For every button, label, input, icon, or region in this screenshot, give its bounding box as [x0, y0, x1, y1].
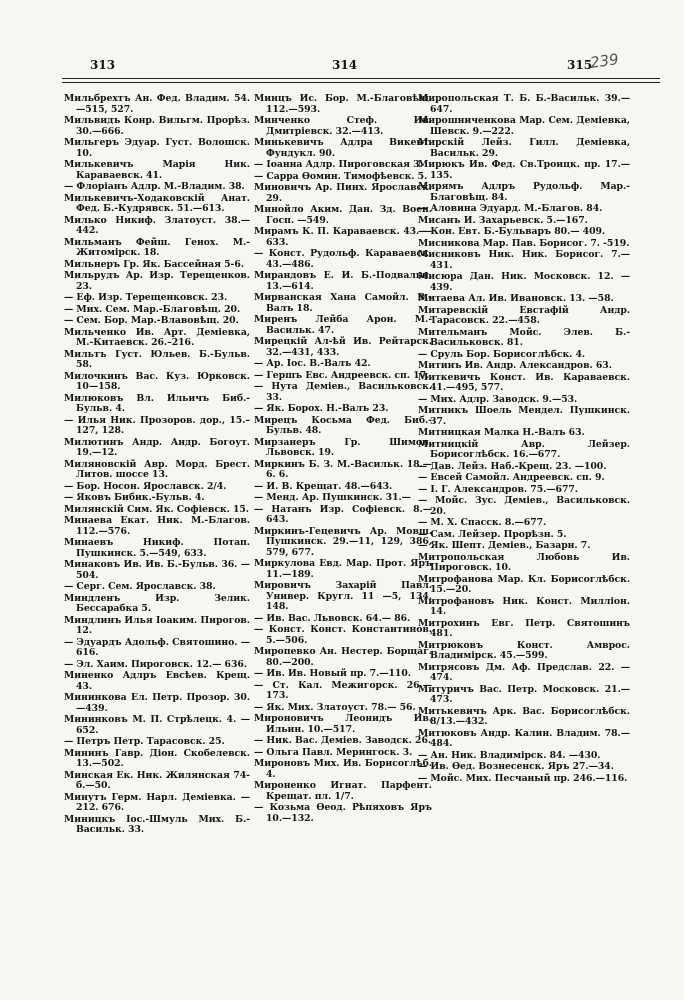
page-number-center: 314	[332, 58, 358, 72]
page-number-right: 315	[567, 58, 593, 72]
directory-entry: Митуричъ Вас. Петр. Московск. 21.—473.	[418, 683, 630, 705]
directory-entry: Мисниковъ Ник. Ник. Борисог. 7.—431.	[418, 249, 630, 271]
directory-entry: Митрохинъ Евг. Петр. Святошинъ 481.	[418, 617, 630, 639]
directory-entry: Миляновскій Авр. Морд. Брест. Литов. шоссе 13.	[64, 458, 250, 480]
directory-entry: Мильгеръ Эдуар. Густ. Волошск. 10.	[64, 137, 250, 159]
directory-entry: Миновичъ Ар. Пинх. Ярославск. 29.	[254, 182, 432, 204]
directory-entry: — Серг. Сем. Ярославск. 38.	[64, 581, 216, 592]
directory-entry: Митинъ Ив. Андр. Александров. 63.	[418, 360, 612, 371]
directory-entry: Митрясовъ Дм. Аф. Предслав. 22. —474.	[418, 661, 630, 683]
directory-entry: — Козьма Ѳеод. Рѣпяховъ Яръ 10.—132.	[254, 802, 432, 824]
directory-entry: Минаева Екат. Ник. М.-Благов. 112.—576.	[64, 515, 250, 537]
directory-entry: — Ив. Вас. Львовск. 64.— 86.	[254, 612, 411, 624]
directory-column-middle	[254, 94, 432, 825]
directory-entry: Мирецъ Косьма Фед. Биб.-Бульв. 48.	[254, 414, 432, 436]
page-header	[60, 50, 660, 76]
directory-entry: Минская Ек. Ник. Жилянская 74-б.—50.	[64, 769, 250, 791]
directory-entry: — Ан. Ник. Владимірск. 84. —430.	[418, 749, 601, 761]
directory-entry: — Нута Деміев., Васильковск. 33.	[254, 381, 432, 403]
directory-entry: — Ник. Вас. Деміев. Заводск. 26.	[254, 735, 432, 746]
directory-entry: Милюковъ Вл. Ильичъ Биб.-Бульв. 4.	[64, 392, 250, 414]
directory-entry: — Сруль Бор. Борисоглѣбск. 4.	[418, 348, 586, 360]
directory-entry: — Мих. Сем. Мар.-Благовѣщ. 20.	[64, 303, 241, 315]
directory-entry: — Ст. Кал. Межигорск. 26.— 173.	[254, 679, 432, 701]
directory-entry: — Бор. Носон. Ярославск. 2/4.	[64, 480, 227, 492]
directory-entry: Мирзанеръ Гр. Шимон. Львовск. 19.	[254, 436, 432, 458]
directory-entry: Мисюра Дан. Ник. Московск. 12. —439.	[418, 271, 630, 293]
directory-entry: Мирандовъ Е. И. Б.-Подвальн. 13.—614.	[254, 270, 432, 292]
directory-entry: Миндлинъ Илья Іоаким. Пирогов. 12.	[64, 614, 250, 636]
directory-entry: Митрюковъ Конст. Амврос. Владимірск. 45.—599.	[418, 639, 630, 661]
directory-entry: Митькевичъ Арк. Вас. Борисоглѣбск. 8/13.—432.	[418, 705, 630, 727]
directory-entry: Мильнеръ Гр. Як. Бассейная 5-6.	[64, 258, 244, 270]
directory-entry: — Евсей Самойл. Андреевск. сп. 9.	[418, 472, 605, 483]
directory-entry: — Эл. Хаим. Пироговск. 12.— 636.	[64, 658, 247, 670]
directory-entry: — Мойс. Мих. Песчаный пр. 246.—116.	[418, 772, 628, 784]
directory-entry: Мировичъ Захарій Павл. Универ. Кругл. 11 —5, 134, 148.	[254, 580, 432, 612]
directory-entry: — Конст. Рудольф. Караваевск. 43.—486.	[254, 248, 432, 270]
directory-entry: Миненко Адлръ Евсѣев. Крещ. 43.	[64, 670, 250, 692]
directory-entry: Мирюкъ Ив. Фед. Св.Троицк. пр. 17.—135.	[418, 159, 630, 181]
directory-entry: Мирванская Хана Самойл. В.-Валъ 18.	[254, 292, 432, 314]
directory-entry: Мильтъ Густ. Юльев. Б.-Бульв. 58.	[64, 348, 250, 370]
directory-entry: Митюковъ Андр. Калин. Владим. 78.—484.	[418, 727, 630, 749]
directory-entry: — Мойс. Зус. Деміев., Васильковск. 20.	[418, 495, 630, 517]
directory-entry: Минаковъ Ив. Ив. Б.-Бульв. 36. —504.	[64, 559, 250, 581]
directory-entry: — Конст. Конст. Константинов. 5.—506.	[254, 624, 432, 646]
directory-entry: Мительманъ Мойс. Элев. Б.-Васильковск. 81.	[418, 326, 630, 348]
directory-entry: Минькевичъ Адлра Викент. Фундукл. 90.	[254, 137, 432, 159]
directory-entry: — Сам. Лейзер. Прорѣзн. 5.	[418, 528, 567, 540]
directory-entry: Мирамъ К. П. Караваевск. 43. —633.	[254, 226, 432, 248]
directory-entry: — Як. Мих. Златоуст. 78.— 56.	[254, 701, 416, 713]
directory-entry: — И. В. Крещат. 48.—643.	[254, 480, 393, 492]
directory-entry: — М. Х. Спасск. 8.—677.	[418, 517, 547, 528]
directory-entry: — Мих. Адлр. Заводск. 9.—53.	[418, 393, 578, 405]
directory-entry: Милочкинъ Вас. Куз. Юрковск. 10—158.	[64, 370, 250, 392]
directory-column-right	[418, 94, 630, 785]
directory-entry: Мининковъ М. П. Стрѣлецк. 4. —652.	[64, 714, 250, 736]
directory-entry: Милько Никиф. Златоуст. 38.— 442.	[64, 214, 250, 236]
directory-entry: Миропольская Т. Б. Б.-Васильк. 39.—647.	[418, 93, 630, 115]
directory-entry: Митропольская Любовь Ив. Пироговск. 10.	[418, 551, 630, 573]
directory-entry: Митрофановъ Ник. Конст. Милліон. 14.	[418, 595, 630, 617]
directory-entry: Милькевичъ Марія Ник. Караваевск. 41.	[64, 159, 250, 181]
directory-entry: Мильвидъ Конр. Вильгм. Прорѣз. 30.—666.	[64, 115, 250, 137]
directory-entry: Миркинъ Б. З. М.-Васильк. 18.— 6. 6.	[254, 458, 432, 480]
directory-entry: — Сарра Ѳомин. Тимофѣевск. 5.	[254, 170, 428, 182]
directory-entry: — Петръ Петр. Тарасовск. 25.	[64, 736, 225, 747]
directory-entry: Миренъ Лейба Арон. М.-Васильк. 47.	[254, 314, 432, 336]
directory-entry: Мильманъ Фейш. Генох. М.-Житомірск. 18.	[64, 236, 250, 258]
directory-entry: Милютинъ Андр. Андр. Богоут. 19.—12.	[64, 436, 250, 458]
directory-entry: Миткевичъ Конст. Ив. Караваевск. 41.—495, 577.	[418, 371, 630, 393]
directory-entry: — І. Г. Александров. 75.—677.	[418, 483, 578, 495]
directory-entry: Минцъ Ис. Бор. М.-Благовѣщ. 112.—593.	[254, 93, 432, 115]
directory-entry: — Ар. Іос. В.-Валъ 42.	[254, 358, 371, 369]
directory-entry: — Эдуардъ Адольф. Святошино. —616.	[64, 636, 250, 658]
directory-entry: — Аловина Эдуард. М.-Благов. 84.	[418, 203, 603, 214]
directory-entry: Мирямъ Адлръ Рудольф. Мар.-Благовѣщ. 84.	[418, 181, 630, 203]
directory-entry: — Флоріанъ Адлр. М.-Владим. 38.	[64, 181, 245, 192]
directory-entry: — Илья Ник. Прозоров. дор., 15.– 127, 128.	[64, 414, 250, 436]
directory-entry: Мироненко Игнат. Парфент. Крещат. пл. 1/7.	[254, 780, 432, 802]
directory-entry: Митникъ Шоель Мендел. Пушкинск. 37.	[418, 405, 630, 427]
handwritten-page-note: 239	[588, 50, 620, 72]
directory-entry: — Ив. Ѳед. Вознесенск. Яръ 27.—34.	[418, 761, 614, 772]
directory-column-left	[64, 94, 250, 837]
directory-entry: Минченко Стеф. Ив. Дмитріевск. 32.—413.	[254, 115, 432, 137]
directory-entry: Милянскій Сим. Як. Софіевск. 15.	[64, 503, 249, 515]
directory-entry: Мирошниченкова Мар. Сем. Деміевка, Шевск. 9.—222.	[418, 115, 630, 137]
directory-entry: Миркинъ-Гецевичъ Ар. Мовш. Пушкинск. 29.—11, 129, 386, 579, 677.	[254, 525, 432, 558]
directory-entry: — Сем. Бор. Мар.-Влавовѣщ. 20.	[64, 315, 239, 326]
directory-entry: — Ив. Ив. Новый пр. 7.—110.	[254, 668, 411, 679]
directory-entry: Миницкъ Іос.-Шмуль Мих. Б.-Васильк. 33.	[64, 813, 250, 835]
directory-entry: Мироновъ Мих. Ив. Борисоглѣб. 4.	[254, 758, 432, 780]
directory-entry: Митрофанова Мар. Кл. Борисоглѣбск. 15.—20.	[418, 573, 630, 595]
directory-entry: — Еф. Изр. Терещенковск. 23.	[64, 292, 228, 303]
page-number-left: 313	[90, 58, 116, 72]
directory-entry: Мининкова Ел. Петр. Прозор. 30.—439.	[64, 692, 250, 714]
directory-entry: Минойло Аким. Дан. Зд. Воен. Госп. —549.	[254, 204, 432, 226]
directory-entry: Минутъ Герм. Нарл. Деміевка. —212. 676.	[64, 791, 250, 813]
directory-entry: — Як. Борох. Н.-Валъ 23.	[254, 403, 389, 414]
directory-entry: Мисникова Мар. Пав. Борисог. 7. -519.	[418, 237, 630, 249]
directory-entry: — Як. Шепт. Деміев., Базарн. 7.	[418, 540, 591, 551]
directory-entry: Мирскій Лейз. Гилл. Деміевка, Васильк. 29.	[418, 137, 630, 159]
directory-entry: Митницкая Малка Н.-Валъ 63.	[418, 427, 585, 438]
directory-entry: — Натанъ Изр. Софіевск. 8.— 643.	[254, 503, 432, 525]
directory-entry: — Кон. Евт. Б.-Бульваръ 80.— 409.	[418, 226, 606, 237]
directory-entry: — Іоанна Адлр. Пироговская 3.	[254, 159, 423, 170]
directory-entry: Мильбрехтъ Ан. Фед. Владим. 54. —515, 527.	[64, 93, 250, 115]
directory-entry: — Яковъ Бибик.-Бульв. 4.	[64, 492, 205, 503]
directory-entry: — Ольга Павл. Мерингоск. 3.	[254, 746, 413, 758]
header-rule-bottom	[62, 82, 660, 83]
directory-entry: Миропевко Ан. Нестер. Борщаг. 80.—200.	[254, 646, 432, 668]
directory-entry: — Дав. Лейз. Наб.-Крещ. 23. —100.	[418, 460, 607, 472]
directory-entry: Митницкій Авр. Лейзер. Борисоглѣбск. 16.—677.	[418, 438, 630, 460]
directory-entry: — Менд. Ар. Пушкинск. 31.—	[254, 492, 411, 503]
directory-entry: Митаева Ал. Ив. Ивановск. 13. —58.	[418, 293, 614, 304]
directory-entry: Мильрудъ Ар. Изр. Терещенков. 23.	[64, 270, 250, 292]
directory-entry: Мироновичъ Леонидъ Ив. Ильин. 10.—517.	[254, 713, 432, 735]
directory-entry: Мисанъ И. Захарьевск. 5.—167.	[418, 214, 588, 226]
directory-entry: Мильченко Ив. Арт. Деміевка, М.-Китаевск. 26.–216.	[64, 326, 250, 348]
directory-entry: — Гершъ Евс. Андреевск. сп. 17.	[254, 369, 430, 381]
header-rule-top	[62, 78, 660, 79]
directory-entry: Миндленъ Изр. Зелик. Бессарабка 5.	[64, 592, 250, 614]
directory-entry: Митаревскій Евстафій Андр. Тарасовск. 22.—458.	[418, 304, 630, 326]
directory-entry: Милькевичъ-Ходаковскій Анат. Фед. Б.-Кудрявск. 51.—613.	[64, 192, 250, 214]
directory-entry: Минаевъ Никиф. Потап. Пушкинск. 5.—549, 633.	[64, 537, 250, 559]
directory-entry: Мининъ Гавр. Діон. Скобелевск. 13.—502.	[64, 747, 250, 769]
directory-entry: Миркулова Евд. Мар. Прот. Яръ 11.—189.	[254, 558, 432, 580]
directory-entry: Мирецкій Ал-ѣй Ив. Рейтарск. 32.—431, 433.	[254, 336, 432, 358]
